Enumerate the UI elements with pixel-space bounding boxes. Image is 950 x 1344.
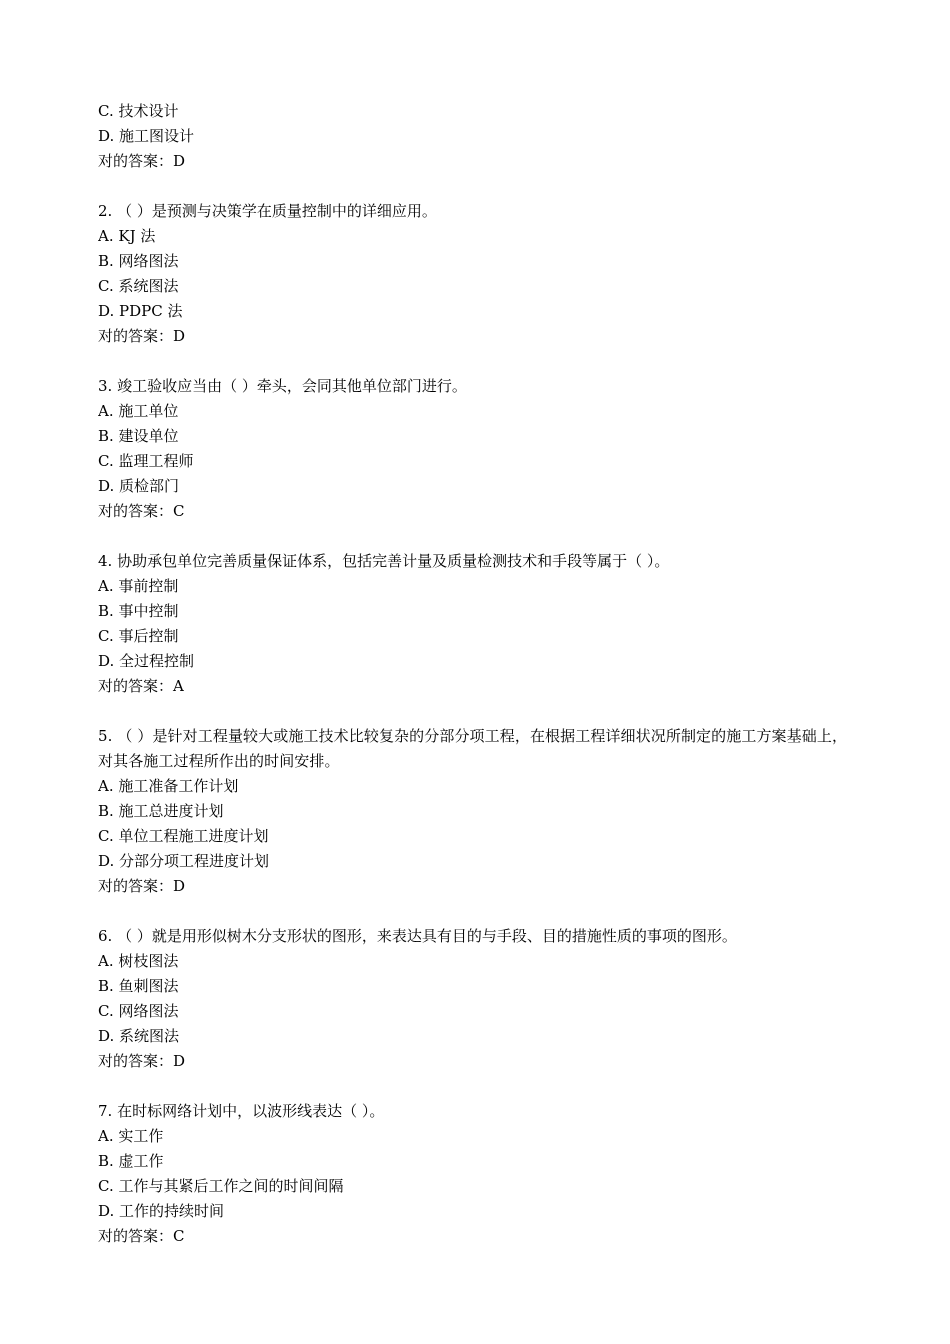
answer-line: 对的答案：C — [98, 1227, 185, 1245]
question-block-6 — [98, 924, 858, 1074]
question-text: 7. 在时标网络计划中，以波形线表达（ ）。 — [98, 1102, 385, 1120]
option-d: D. 系统图法 — [98, 1027, 180, 1045]
option-a: A. 施工单位 — [98, 402, 179, 420]
option-c: C. 系统图法 — [98, 277, 179, 295]
answer-line: 对的答案：D — [98, 327, 186, 345]
answer-line: 对的答案：D — [98, 1052, 186, 1070]
question-text: 2. （ ）是预测与决策学在质量控制中的详细应用。 — [98, 202, 437, 220]
option-b: B. 虚工作 — [98, 1152, 164, 1170]
document-page — [98, 99, 858, 1249]
question-text: 6. （ ）就是用形似树木分支形状的图形，来表达具有目的与手段、目的措施性质的事项的图形。 — [98, 927, 737, 945]
question-text: 4. 协助承包单位完善质量保证体系，包括完善计量及质量检测技术和手段等属于（ ）。 — [98, 552, 670, 570]
option-b: B. 网络图法 — [98, 252, 179, 270]
option-c: C. 网络图法 — [98, 1002, 179, 1020]
option-d: D. PDPC 法 — [98, 302, 183, 320]
option-c: C. 技术设计 — [98, 102, 179, 120]
option-d: D. 分部分项工程进度计划 — [98, 852, 270, 870]
option-c: C. 事后控制 — [98, 627, 179, 645]
option-a: A. KJ 法 — [98, 227, 156, 245]
option-c: C. 监理工程师 — [98, 452, 194, 470]
option-b: B. 鱼刺图法 — [98, 977, 179, 995]
question-block-1 — [98, 99, 858, 174]
answer-line: 对的答案：D — [98, 877, 186, 895]
option-b: B. 建设单位 — [98, 427, 179, 445]
question-block-4 — [98, 549, 858, 699]
option-a: A. 树枝图法 — [98, 952, 179, 970]
question-block-7 — [98, 1099, 858, 1249]
option-d: D. 工作的持续时间 — [98, 1202, 225, 1220]
question-text: 5. （ ）是针对工程量较大或施工技术比较复杂的分部分项工程，在根据工程详细状况所制定的施工方案基础上，对其各施工过程所作出的时间安排。 — [98, 727, 848, 770]
option-b: B. 事中控制 — [98, 602, 179, 620]
option-d: D. 全过程控制 — [98, 652, 195, 670]
answer-line: 对的答案：A — [98, 677, 184, 695]
option-d: D. 施工图设计 — [98, 127, 195, 145]
option-a: A. 实工作 — [98, 1127, 164, 1145]
option-a: A. 事前控制 — [98, 577, 179, 595]
answer-line: 对的答案：D — [98, 152, 186, 170]
option-a: A. 施工准备工作计划 — [98, 777, 239, 795]
option-c: C. 单位工程施工进度计划 — [98, 827, 269, 845]
option-d: D. 质检部门 — [98, 477, 180, 495]
option-c: C. 工作与其紧后工作之间的时间间隔 — [98, 1177, 344, 1195]
question-block-5 — [98, 724, 858, 899]
question-block-2 — [98, 199, 858, 349]
question-text: 3. 竣工验收应当由（ ）牵头，会同其他单位部门进行。 — [98, 377, 467, 395]
question-block-3 — [98, 374, 858, 524]
answer-line: 对的答案：C — [98, 502, 185, 520]
option-b: B. 施工总进度计划 — [98, 802, 224, 820]
